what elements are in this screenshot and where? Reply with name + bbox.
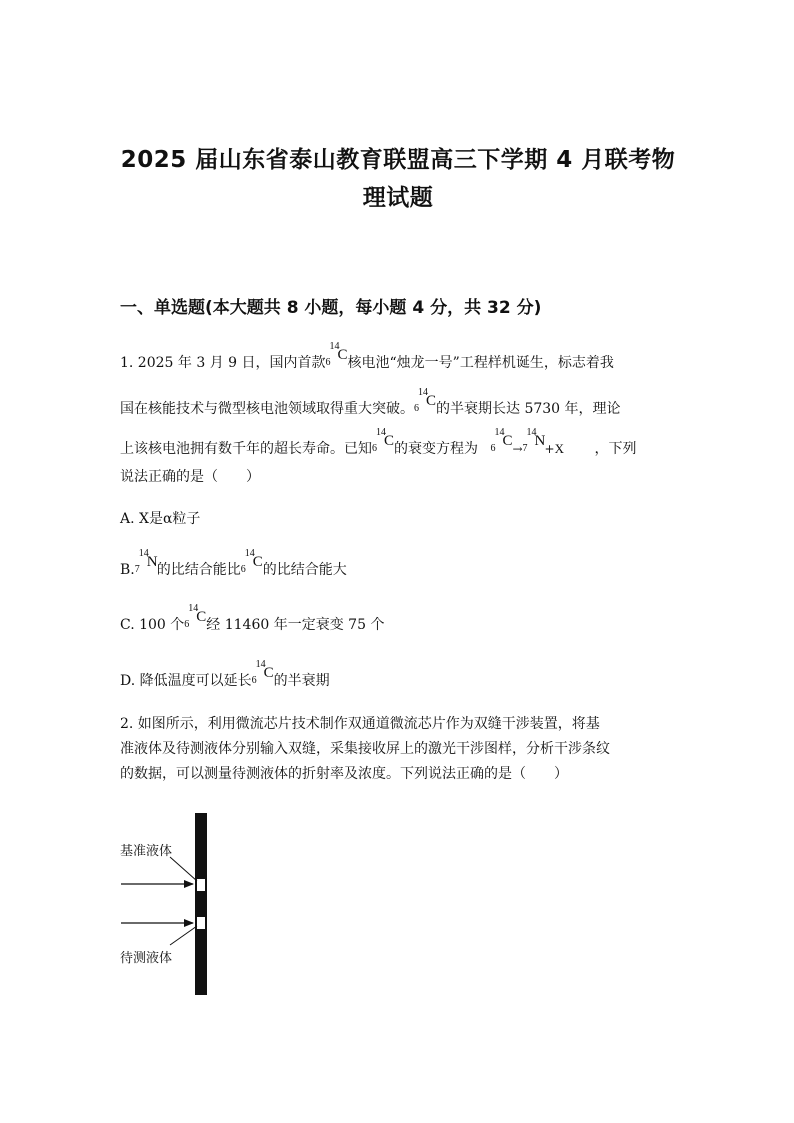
title-line-1: 2025 届山东省泰山教育联盟高三下学期 4 月联考物 — [120, 147, 676, 173]
nuclide-c14: 14 6 C — [251, 659, 274, 686]
nuclide-c14: 14 6 C — [240, 548, 263, 575]
slit-top — [197, 879, 205, 891]
decay-equation: 14 6 C → 14 7 N +X — [490, 427, 564, 456]
q1-line-3: 上该核电池拥有数千年的超长寿命。已知 14 6 C 的衰变方程为 14 6 C → 14 7 N +X ，下列 — [120, 427, 637, 457]
slit-barrier — [195, 813, 207, 995]
q1-option-c: C. 100 个 14 6 C 经 11460 年一定衰变 75 个 — [120, 603, 385, 633]
nuclide-c14: 14 6 C — [184, 603, 207, 630]
q1-option-d: D. 降低温度可以延长 14 6 C 的半衰期 — [120, 659, 330, 689]
q1-option-b: B. 14 7 N 的比结合能比 14 6 C 的比结合能大 — [120, 548, 347, 578]
q2-line-3: 的数据，可以测量待测液体的折射率及浓度。下列说法正确的是（ ） — [120, 766, 568, 782]
label-test-liquid: 待测液体 — [120, 951, 173, 966]
nuclide-c14: 14 6 C — [414, 387, 437, 414]
q2-line-2: 准液体及待测液体分别输入双缝，采集接收屏上的激光干涉图样，分析干涉条纹 — [120, 741, 610, 757]
q1-option-a: A. X是α粒子 — [120, 511, 201, 527]
q1-line-2: 国在核能技术与微型核电池领域取得重大突破。 14 6 C 的半衰期长达 5730 年，理论 — [120, 387, 621, 417]
slit-bottom — [197, 917, 205, 929]
q2-line-1: 2. 如图所示，利用微流芯片技术制作双通道微流芯片作为双缝干涉装置，将基 — [120, 716, 600, 732]
title-line-2: 理试题 — [362, 185, 434, 211]
nuclide-n14: 14 7 N — [134, 548, 158, 575]
section-heading: 一、单选题(本大题共 8 小题，每小题 4 分，共 32 分) — [120, 298, 542, 318]
q1-line-1: 1. 2025 年 3 月 9 日，国内首款 14 6 C 核电池“烛龙一号”工程样机诞生，标志着我 — [120, 341, 614, 371]
nuclide-c14: 14 6 C — [372, 427, 395, 454]
label-reference-liquid: 基准液体 — [120, 844, 173, 859]
pointer-line-bottom — [170, 926, 197, 945]
pointer-line-top — [170, 857, 197, 881]
nuclide-c14: 14 6 C — [325, 341, 348, 368]
q1-line-4: 说法正确的是（ ） — [120, 469, 260, 485]
